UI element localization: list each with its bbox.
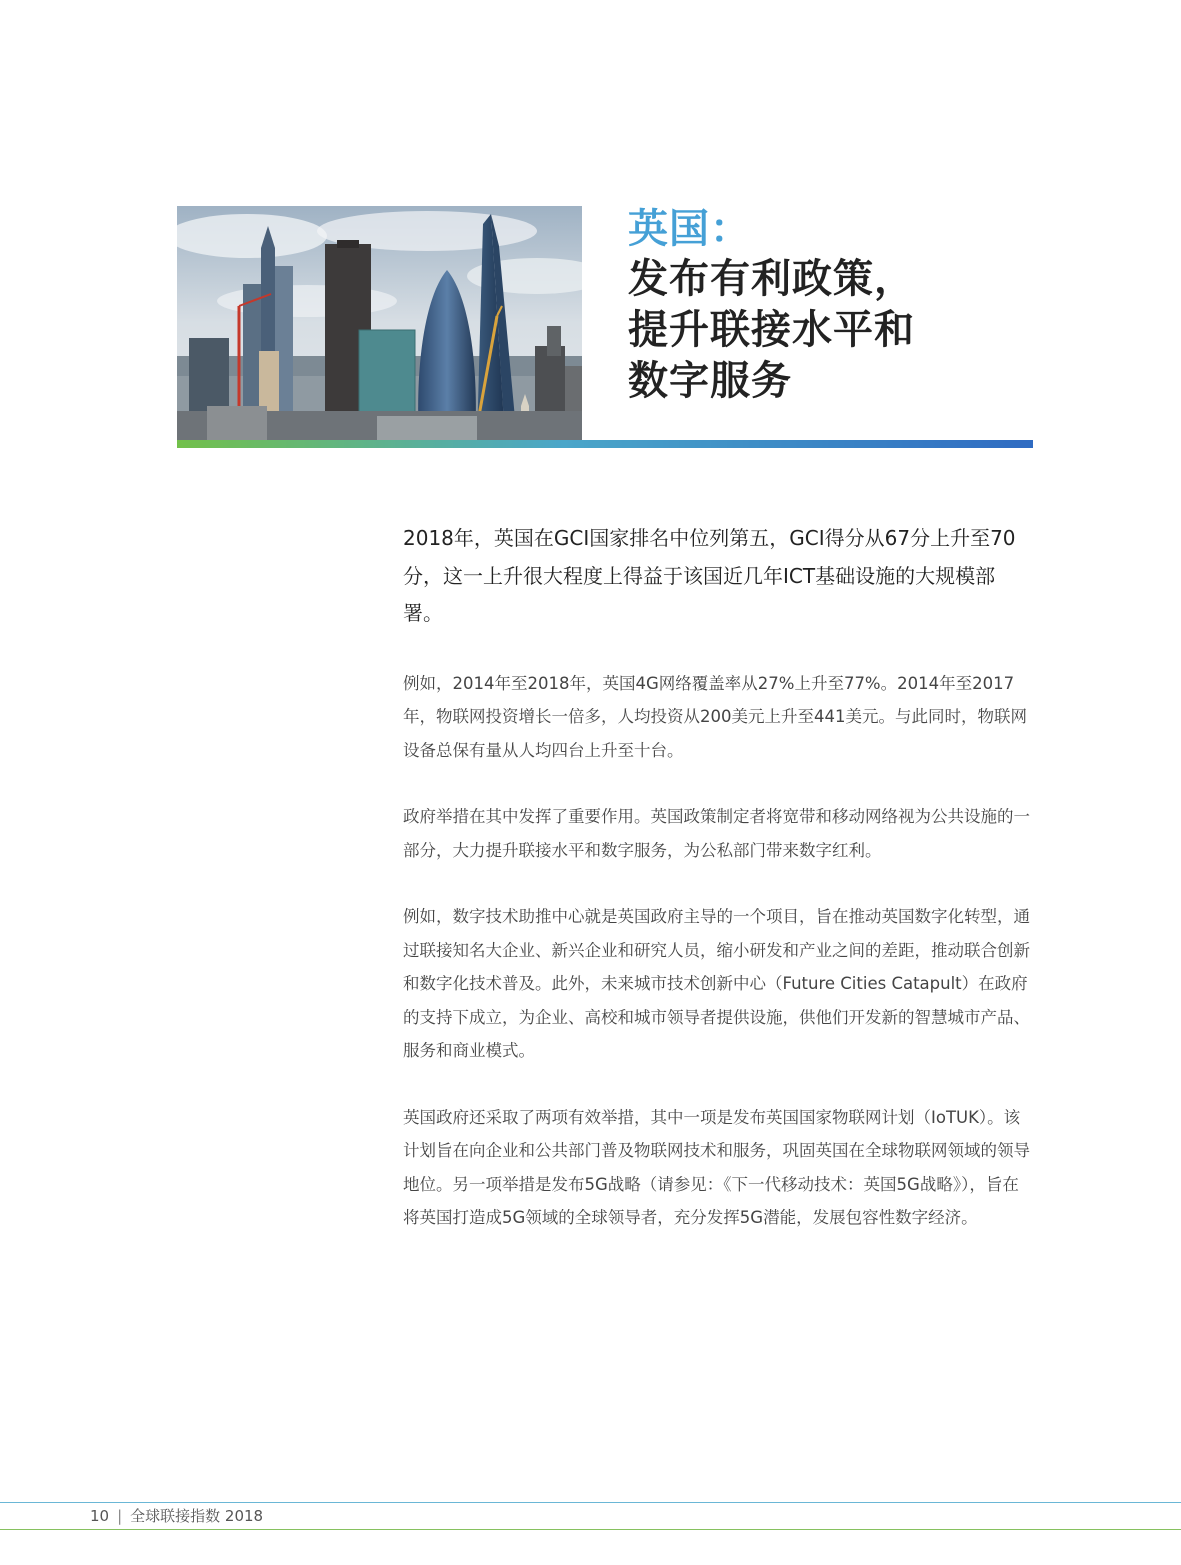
accent-bar xyxy=(177,440,1033,448)
heading-title-line-1: 发布有利政策， xyxy=(628,256,915,302)
body-paragraph-4: 英国政府还采取了两项有效举措，其中一项是发布英国国家物联网计划（IoTUK）。该计划旨在向企业和公共部门普及物联网技术和服务，巩固英国在全球物联网领域的领导地位。另一项举措是发布5G战略（请参见：《下一代移动技术：英国5G战略》），旨在将英国打造成5G领域的全球领导者，充分发挥5G潜能，发展包容性数字经济。 xyxy=(403,1107,1030,1227)
heading-title-line-2: 提升联接水平和 xyxy=(628,307,915,353)
footer-separator: | xyxy=(117,1507,123,1525)
heading-kicker: 英国： xyxy=(628,206,751,252)
body-paragraph-3: 例如，数字技术助推中心就是英国政府主导的一个项目，旨在推动英国数字化转型，通过联接知名大企业、新兴企业和研究人员，缩小研发和产业之间的差距，推动联合创新和数字化技术普及。此外，未来城市技术创新中心（Future Cities Catapult）在政府的支持下成立，为企业、高校和城市领导者提供设施，供他们开发新的智慧城市产品、服务和商业模式。 xyxy=(403,907,1030,1060)
footer-divider-bottom xyxy=(0,1529,1181,1530)
page-footer xyxy=(90,1505,263,1527)
publication-title: 全球联接指数 2018 xyxy=(130,1507,264,1525)
body-paragraph-1: 例如，2014年至2018年，英国4G网络覆盖率从27%上升至77%。2014年至2017年，物联网投资增长一倍多，人均投资从200美元上升至441美元。与此同时，物联网设备总保有量从人均四台上升至十台。 xyxy=(403,673,1027,760)
section-heading xyxy=(628,204,1048,407)
lead-paragraph: 2018年，英国在GCI国家排名中位列第五，GCI得分从67分上升至70分，这一上升很大程度上得益于该国近几年ICT基础设施的大规模部署。 xyxy=(403,526,1016,625)
article-body xyxy=(403,520,1035,1268)
city-skyline-photo xyxy=(177,206,582,440)
page-number: 10 xyxy=(90,1507,110,1525)
footer-divider-top xyxy=(0,1502,1181,1503)
body-paragraph-2: 政府举措在其中发挥了重要作用。英国政策制定者将宽带和移动网络视为公共设施的一部分，大力提升联接水平和数字服务，为公私部门带来数字红利。 xyxy=(403,807,1030,860)
heading-title-line-3: 数字服务 xyxy=(628,358,792,404)
